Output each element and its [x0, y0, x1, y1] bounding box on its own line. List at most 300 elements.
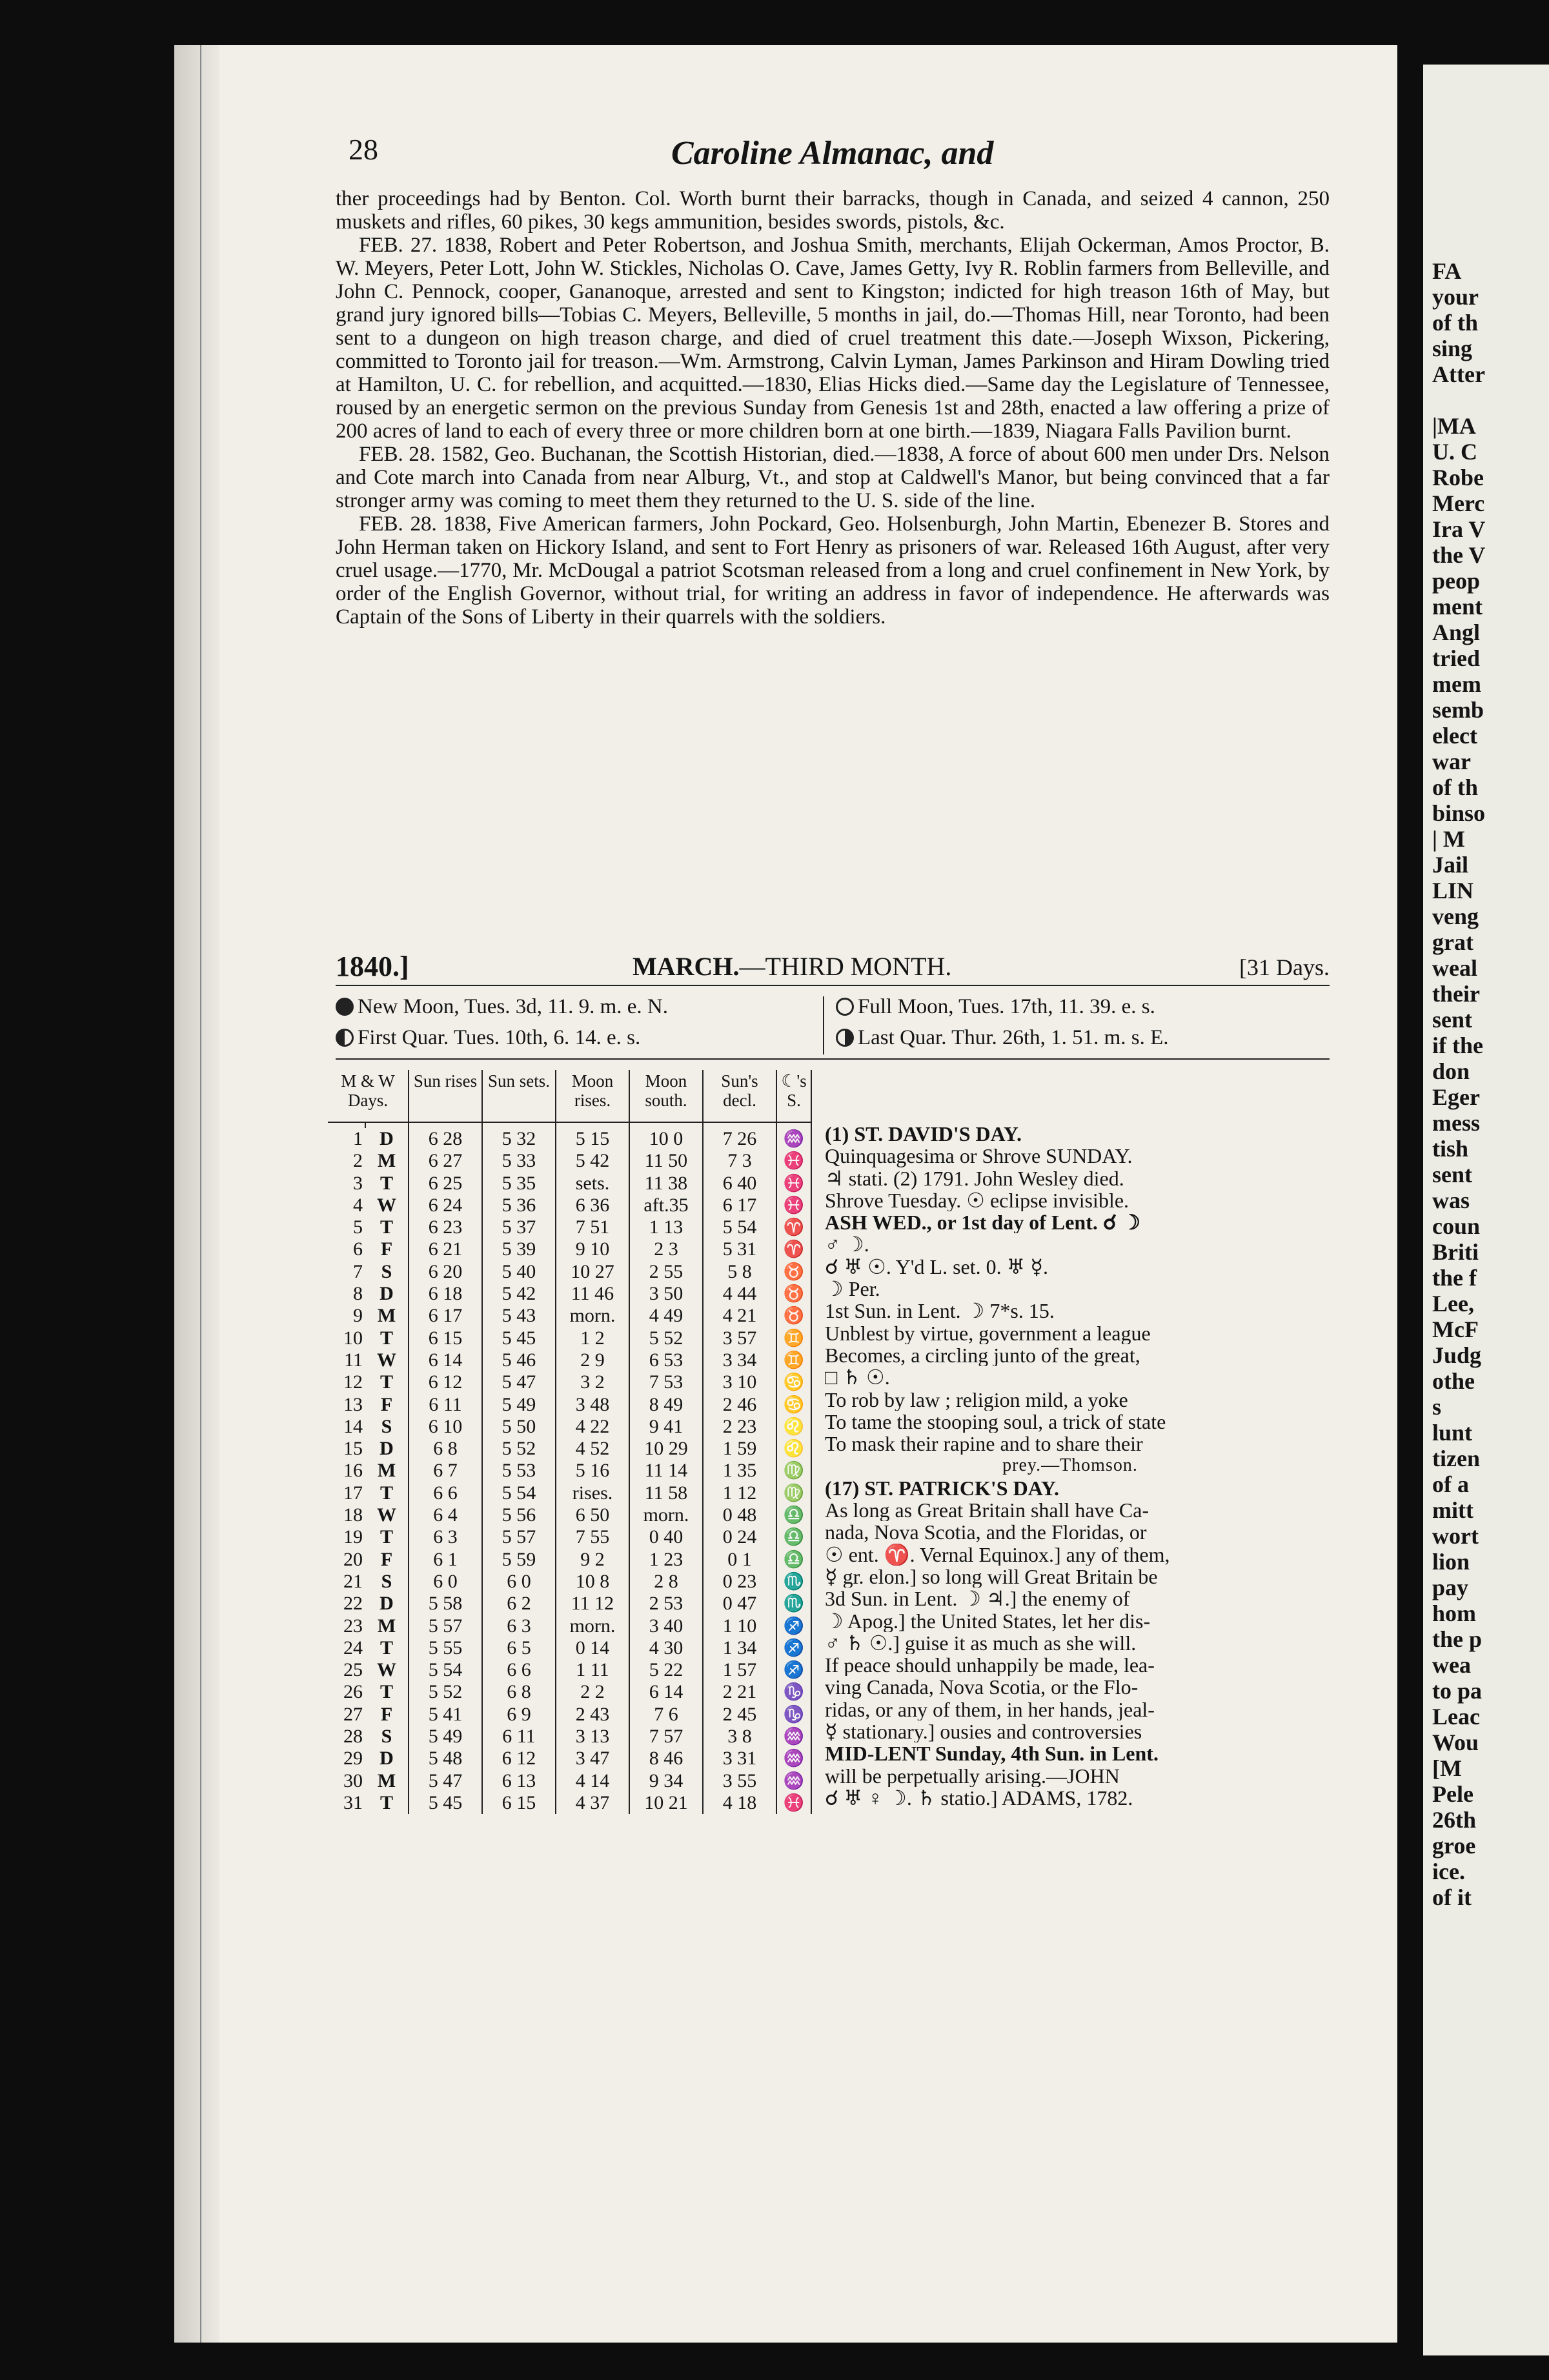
- zodiac-sign-icon: ♌: [776, 1416, 811, 1438]
- sun-declination: 0 48: [703, 1504, 776, 1526]
- facing-page-fragment: binso: [1432, 800, 1486, 826]
- moon-south: 6 53: [629, 1349, 703, 1371]
- month-header: [336, 950, 1330, 986]
- sun-declination: 3 8: [703, 1726, 776, 1748]
- zodiac-sign-icon: ♒: [776, 1726, 811, 1748]
- moon-rise: 2 9: [556, 1349, 629, 1371]
- sun-rise: 6 18: [409, 1283, 482, 1305]
- day-number: 10: [343, 1327, 363, 1349]
- calendar-header-row: [328, 1070, 811, 1122]
- facing-page-fragment: FA: [1432, 258, 1462, 284]
- calendar-note: ♂ ☽.: [825, 1233, 869, 1256]
- table-row: [328, 1438, 811, 1460]
- table-row: [328, 1173, 811, 1195]
- sun-set: 5 42: [482, 1283, 556, 1305]
- calendar-notes: [825, 1123, 1315, 1809]
- sun-set: 5 35: [482, 1173, 556, 1195]
- weekday: M: [365, 1615, 409, 1637]
- sun-rise: 5 41: [409, 1704, 482, 1726]
- table-row: [328, 1704, 811, 1726]
- weekday: D: [365, 1128, 409, 1150]
- column-header: Sun sets.: [482, 1070, 556, 1122]
- sun-declination: 5 31: [703, 1238, 776, 1260]
- weekday: W: [365, 1349, 409, 1371]
- day-number: 3: [353, 1172, 363, 1194]
- weekday: T: [365, 1371, 409, 1393]
- calendar-note: To tame the stooping soul, a trick of state: [825, 1410, 1166, 1433]
- calendar-note: ☌ ♅ ☉. Y'd L. set. 0. ♅ ☿.: [825, 1255, 1048, 1278]
- facing-page-fragment: lunt: [1432, 1420, 1473, 1446]
- gutter-rule: [200, 45, 201, 2343]
- moon-phases: [336, 991, 1330, 1060]
- weekday: M: [365, 1150, 409, 1172]
- calendar-note: As long as Great Britain shall have Ca-: [825, 1499, 1149, 1522]
- moon-rise: 4 22: [556, 1416, 629, 1438]
- day-number: 22: [343, 1593, 363, 1615]
- table-row: [328, 1748, 811, 1770]
- day-number: 29: [343, 1748, 363, 1770]
- table-row: [328, 1504, 811, 1526]
- sun-declination: 3 57: [703, 1327, 776, 1349]
- day-number: 23: [343, 1615, 363, 1637]
- sun-set: 5 39: [482, 1238, 556, 1260]
- moon-rise: rises.: [556, 1482, 629, 1504]
- facing-page-fragment: tried: [1432, 645, 1480, 671]
- day-number: 21: [343, 1570, 363, 1592]
- moon-rise: 9 10: [556, 1238, 629, 1260]
- moon-rise: 2 43: [556, 1704, 629, 1726]
- sun-set: 6 8: [482, 1681, 556, 1703]
- zodiac-sign-icon: ♓: [776, 1792, 811, 1814]
- sun-declination: 0 47: [703, 1593, 776, 1615]
- sun-set: 5 59: [482, 1549, 556, 1571]
- table-row: [328, 1526, 811, 1548]
- moon-rise: 4 37: [556, 1792, 629, 1814]
- moon-rise: 3 48: [556, 1394, 629, 1416]
- calendar-note: ☽ Apog.] the United States, let her dis-: [825, 1609, 1151, 1632]
- weekday: F: [365, 1394, 409, 1416]
- table-row: [328, 1128, 811, 1150]
- day-number: 8: [353, 1283, 363, 1305]
- sun-declination: 2 46: [703, 1394, 776, 1416]
- moon-south: 10 0: [629, 1128, 703, 1150]
- facing-page-fragment: sent: [1432, 1007, 1472, 1033]
- running-head: Caroline Almanac, and: [671, 135, 994, 172]
- moon-rise: 3 2: [556, 1371, 629, 1393]
- facing-page-fragment: of th: [1432, 774, 1478, 800]
- sun-set: 5 54: [482, 1482, 556, 1504]
- zodiac-sign-icon: ♓: [776, 1150, 811, 1172]
- day-number: 4: [353, 1194, 363, 1216]
- table-row: [328, 1261, 811, 1283]
- calendar-note: Shrove Tuesday. ☉ eclipse invisible.: [825, 1189, 1129, 1212]
- weekday: T: [365, 1173, 409, 1195]
- facing-page-fragment: McF: [1432, 1316, 1479, 1342]
- sun-set: 5 33: [482, 1150, 556, 1172]
- day-number: 1: [353, 1128, 363, 1149]
- facing-page-fragment: LIN: [1432, 878, 1474, 903]
- sun-declination: 0 1: [703, 1549, 776, 1571]
- sun-declination: 1 35: [703, 1460, 776, 1482]
- moon-south: 2 55: [629, 1261, 703, 1283]
- sun-rise: 5 47: [409, 1770, 482, 1792]
- sun-declination: 0 24: [703, 1526, 776, 1548]
- facing-page-fragment: ment: [1432, 594, 1483, 620]
- moon-south: 4 30: [629, 1637, 703, 1659]
- calendar-note: 1st Sun. in Lent. ☽ 7*s. 15.: [825, 1300, 1055, 1322]
- moon-rise: 10 27: [556, 1261, 629, 1283]
- year-label: 1840.]: [336, 951, 409, 982]
- sun-rise: 6 6: [409, 1482, 482, 1504]
- moon-south: 3 50: [629, 1283, 703, 1305]
- facing-page-fragment: sing: [1432, 336, 1473, 361]
- calendar-note: Becomes, a circling junto of the great,: [825, 1344, 1140, 1367]
- facing-page-fragment: tizen: [1432, 1446, 1480, 1471]
- day-number: 20: [343, 1548, 363, 1570]
- facing-page-fragment: hom: [1432, 1600, 1477, 1626]
- facing-page-fragment: Leac: [1432, 1704, 1480, 1730]
- table-row: [328, 1305, 811, 1327]
- phase-text: New Moon, Tues. 3d, 11. 9. m. e. N.: [358, 995, 668, 1018]
- moon-rise: 10 8: [556, 1571, 629, 1593]
- sun-set: 6 2: [482, 1593, 556, 1615]
- table-row: [328, 1792, 811, 1814]
- sun-declination: 1 34: [703, 1637, 776, 1659]
- facing-page-fragment: mem: [1432, 671, 1481, 697]
- sun-rise: 6 14: [409, 1349, 482, 1371]
- moon-rise: 3 47: [556, 1748, 629, 1770]
- sun-rise: 6 27: [409, 1150, 482, 1172]
- zodiac-sign-icon: ♍: [776, 1482, 811, 1504]
- sun-declination: 2 45: [703, 1704, 776, 1726]
- facing-page-fragment: weal: [1432, 955, 1477, 981]
- calendar-note: ♃ stati. (2) 1791. John Wesley died.: [825, 1167, 1124, 1189]
- moon-south: 10 21: [629, 1792, 703, 1814]
- calendar-note: To mask their rapine and to share their: [825, 1433, 1143, 1455]
- weekday: F: [365, 1704, 409, 1726]
- facing-page-fragment: Briti: [1432, 1239, 1479, 1265]
- facing-page-fragment: if the: [1432, 1033, 1483, 1058]
- sun-rise: 6 21: [409, 1238, 482, 1260]
- sun-declination: 3 10: [703, 1371, 776, 1393]
- facing-page-fragment: Judg: [1432, 1342, 1482, 1368]
- table-row: [328, 1726, 811, 1748]
- calendar-note: ASH WED., or 1st day of Lent. ☌ ☽: [825, 1211, 1141, 1234]
- zodiac-sign-icon: ♑: [776, 1704, 811, 1726]
- moon-rise: 6 36: [556, 1195, 629, 1216]
- phase-text: Full Moon, Tues. 17th, 11. 39. e. s.: [858, 995, 1155, 1018]
- sun-rise: 6 4: [409, 1504, 482, 1526]
- zodiac-sign-icon: ♎: [776, 1549, 811, 1571]
- calendar-note: ☿ gr. elon.] so long will Great Britain be: [825, 1565, 1158, 1588]
- sun-rise: 5 48: [409, 1748, 482, 1770]
- sun-rise: 6 8: [409, 1438, 482, 1460]
- day-number: 28: [343, 1726, 363, 1748]
- calendar-note: (1) ST. DAVID'S DAY.: [825, 1123, 1022, 1145]
- moon-south: 1 13: [629, 1216, 703, 1238]
- weekday: F: [365, 1549, 409, 1571]
- day-number: 30: [343, 1770, 363, 1791]
- facing-page-fragment: Angl: [1432, 620, 1481, 645]
- calendar-table: [328, 1070, 812, 1814]
- calendar-note: Unblest by virtue, government a league: [825, 1322, 1151, 1344]
- facing-page-fragment: lion: [1432, 1549, 1470, 1575]
- day-number: 13: [343, 1393, 363, 1415]
- day-number: 16: [343, 1460, 363, 1482]
- weekday: D: [365, 1283, 409, 1305]
- table-row: [328, 1283, 811, 1305]
- day-number: 18: [343, 1504, 363, 1526]
- sun-rise: 5 55: [409, 1637, 482, 1659]
- phase-divider: [823, 996, 824, 1054]
- weekday: D: [365, 1748, 409, 1770]
- sun-rise: 6 28: [409, 1128, 482, 1150]
- moon-south: 0 40: [629, 1526, 703, 1548]
- sun-declination: 1 12: [703, 1482, 776, 1504]
- column-header: Sun rises: [409, 1070, 482, 1122]
- zodiac-sign-icon: ♒: [776, 1770, 811, 1792]
- day-number: 14: [343, 1415, 363, 1437]
- sun-set: 5 46: [482, 1349, 556, 1371]
- sun-rise: 6 11: [409, 1394, 482, 1416]
- weekday: D: [365, 1593, 409, 1615]
- moon-rise: 11 12: [556, 1593, 629, 1615]
- zodiac-sign-icon: ♈: [776, 1238, 811, 1260]
- moon-south: morn.: [629, 1504, 703, 1526]
- sun-declination: 0 23: [703, 1571, 776, 1593]
- calendar-note: ridas, or any of them, in her hands, jeal-: [825, 1698, 1155, 1721]
- facing-page-fragment: | M: [1432, 826, 1465, 852]
- moon-rise: 4 52: [556, 1438, 629, 1460]
- phase-last-quarter: [836, 1026, 1169, 1050]
- day-number: 5: [353, 1216, 363, 1238]
- weekday: W: [365, 1504, 409, 1526]
- day-number: 11: [344, 1349, 363, 1371]
- phase-new-moon: [336, 995, 668, 1019]
- moon-south: 11 58: [629, 1482, 703, 1504]
- moon-rise: 2 2: [556, 1681, 629, 1703]
- paragraph: FEB. 27. 1838, Robert and Peter Robertson, and Joshua Smith, merchants, Elijah Ockerman, Amos Proctor, B. W. Meyers, Peter Lott, John W. Stickles, Nicholas O. Cave, James Getty, Ivy R. Roblin farmers from Belleville, and John C. Pennock, cooper, Gananoque, arrested and sent to Kingston; indicted for high treason 16th of May, but grand jury ignored bills—Tobias C. Meyers, Belleville, 5 months in jail, do.—Thomas Hill, near Toronto, had been sent to a dungeon on high treason charge, and died of cruel treatment this date.—Joseph Wixson, Pickering, committed to Toronto jail for treason.—Wm. Armstrong, Calvin Lyman, James Parkinson and Hiram Dowling tried at Hamilton, U. C. for rebellion, and acquitted.—1830, Elias Hicks died.—Same day the Legislature of Tennessee, roused by an energetic sermon on the previous Sunday from Genesis 1st and 28th, enacted a law offering a prize of 200 acres of land to each of every three or more children born at one birth.—1839, Niagara Falls Pavilion burnt.: [336, 234, 1330, 443]
- zodiac-sign-icon: ♐: [776, 1637, 811, 1659]
- weekday: W: [365, 1659, 409, 1681]
- moon-south: 1 23: [629, 1549, 703, 1571]
- month-subtitle: —THIRD MONTH.: [739, 952, 952, 981]
- zodiac-sign-icon: ♋: [776, 1394, 811, 1416]
- moon-rise: 5 16: [556, 1460, 629, 1482]
- zodiac-sign-icon: ♌: [776, 1438, 811, 1460]
- facing-page-fragment: wea: [1432, 1652, 1471, 1678]
- chronicle-text: [336, 187, 1330, 629]
- facing-page-fragment: your: [1432, 284, 1479, 310]
- moon-south: 9 41: [629, 1416, 703, 1438]
- sun-set: 6 5: [482, 1637, 556, 1659]
- day-number: 19: [343, 1526, 363, 1548]
- phase-text: First Quar. Tues. 10th, 6. 14. e. s.: [358, 1026, 641, 1049]
- calendar-note: ☉ ent. ♈. Vernal Equinox.] any of them,: [825, 1543, 1170, 1566]
- facing-page-fragment: grat: [1432, 929, 1473, 955]
- facing-page-fragment: was: [1432, 1187, 1470, 1213]
- moon-rise: 5 42: [556, 1150, 629, 1172]
- moon-rise: morn.: [556, 1615, 629, 1637]
- sun-rise: 6 25: [409, 1173, 482, 1195]
- table-row: [328, 1482, 811, 1504]
- table-row: [328, 1349, 811, 1371]
- sun-declination: 1 10: [703, 1615, 776, 1637]
- month-name: MARCH.: [633, 952, 740, 981]
- sun-rise: 6 7: [409, 1460, 482, 1482]
- sun-set: 6 6: [482, 1659, 556, 1681]
- day-number: 27: [343, 1703, 363, 1725]
- page-gutter: [174, 45, 219, 2343]
- first-quarter-icon: [336, 1029, 354, 1047]
- day-number: 7: [353, 1260, 363, 1282]
- sun-declination: 3 34: [703, 1349, 776, 1371]
- moon-south: 5 52: [629, 1327, 703, 1349]
- paragraph: ther proceedings had by Benton. Col. Worth burnt their barracks, though in Canada, and seized 4 cannon, 250 muskets and rifles, 60 pikes, 30 kegs ammunition, besides swords, pistols, &c.: [336, 187, 1330, 234]
- sun-declination: 7 3: [703, 1150, 776, 1172]
- zodiac-sign-icon: ♊: [776, 1327, 811, 1349]
- calendar-note: ☌ ♅ ♀ ☽. ♄ statio.] ADAMS, 1782.: [825, 1786, 1133, 1810]
- table-row: [328, 1770, 811, 1792]
- zodiac-sign-icon: ♑: [776, 1681, 811, 1703]
- sun-set: 6 12: [482, 1748, 556, 1770]
- day-number: 2: [353, 1150, 363, 1172]
- table-row: [328, 1460, 811, 1482]
- table-row: [328, 1681, 811, 1703]
- sun-set: 5 57: [482, 1526, 556, 1548]
- weekday: S: [365, 1261, 409, 1283]
- weekday: W: [365, 1195, 409, 1216]
- table-row: [328, 1216, 811, 1238]
- weekday: M: [365, 1770, 409, 1792]
- zodiac-sign-icon: ♉: [776, 1305, 811, 1327]
- moon-south: 7 57: [629, 1726, 703, 1748]
- zodiac-sign-icon: ♍: [776, 1460, 811, 1482]
- sun-rise: 5 49: [409, 1726, 482, 1748]
- day-number: 9: [353, 1305, 363, 1327]
- moon-south: 11 50: [629, 1150, 703, 1172]
- sun-set: 5 52: [482, 1438, 556, 1460]
- facing-page-fragment: 26th: [1432, 1807, 1477, 1833]
- facing-page-fragment: to pa: [1432, 1678, 1483, 1704]
- facing-page-fragment: s: [1432, 1394, 1442, 1420]
- sun-rise: 6 1: [409, 1549, 482, 1571]
- weekday: S: [365, 1571, 409, 1593]
- page-number: 28: [349, 133, 378, 166]
- last-quarter-icon: [836, 1029, 854, 1047]
- table-row: [328, 1394, 811, 1416]
- facing-page-fragment: semb: [1432, 697, 1484, 723]
- moon-south: 2 3: [629, 1238, 703, 1260]
- weekday: S: [365, 1726, 409, 1748]
- table-row: [328, 1659, 811, 1681]
- moon-rise: 4 14: [556, 1770, 629, 1792]
- facing-page-fragment: Lee,: [1432, 1291, 1474, 1316]
- sun-set: 5 32: [482, 1128, 556, 1150]
- zodiac-sign-icon: ♒: [776, 1748, 811, 1770]
- calendar-note: ♂ ♄ ☉.] guise it as much as she will.: [825, 1631, 1137, 1655]
- sun-set: 6 0: [482, 1571, 556, 1593]
- facing-page-fragment: othe: [1432, 1368, 1475, 1394]
- calendar-note: ☽ Per.: [825, 1278, 880, 1300]
- sun-declination: 7 26: [703, 1128, 776, 1150]
- zodiac-sign-icon: ♐: [776, 1659, 811, 1681]
- moon-south: 6 14: [629, 1681, 703, 1703]
- table-row: [328, 1371, 811, 1393]
- zodiac-sign-icon: ♈: [776, 1216, 811, 1238]
- facing-page-fragment: elect: [1432, 723, 1477, 749]
- sun-declination: 4 44: [703, 1283, 776, 1305]
- sun-set: 5 37: [482, 1216, 556, 1238]
- moon-south: 9 34: [629, 1770, 703, 1792]
- facing-page-fragment: veng: [1432, 903, 1479, 929]
- sun-set: 6 11: [482, 1726, 556, 1748]
- day-number: 26: [343, 1681, 363, 1703]
- new-moon-icon: [336, 998, 354, 1016]
- moon-rise: 1 2: [556, 1327, 629, 1349]
- facing-page-fragment: groe: [1432, 1833, 1476, 1859]
- calendar-note: To rob by law ; religion mild, a yoke: [825, 1388, 1128, 1411]
- full-moon-icon: [836, 998, 854, 1016]
- zodiac-sign-icon: ♎: [776, 1504, 811, 1526]
- zodiac-sign-icon: ♓: [776, 1195, 811, 1216]
- days-count: [31 Days.: [1239, 954, 1330, 980]
- moon-rise: sets.: [556, 1173, 629, 1195]
- moon-rise: 1 11: [556, 1659, 629, 1681]
- column-header: Moon rises.: [556, 1070, 629, 1122]
- column-header: M & W Days.: [328, 1070, 409, 1122]
- sun-declination: 6 17: [703, 1195, 776, 1216]
- sun-set: 5 36: [482, 1195, 556, 1216]
- facing-page-fragment: of it: [1432, 1884, 1472, 1910]
- calendar-note: ving Canada, Nova Scotia, or the Flo-: [825, 1676, 1139, 1699]
- zodiac-sign-icon: ♒: [776, 1128, 811, 1150]
- sun-rise: 5 57: [409, 1615, 482, 1637]
- moon-south: 8 49: [629, 1394, 703, 1416]
- day-number: 12: [343, 1371, 363, 1393]
- month-title: [633, 951, 951, 982]
- moon-rise: morn.: [556, 1305, 629, 1327]
- sun-declination: 4 18: [703, 1792, 776, 1814]
- moon-rise: 6 50: [556, 1504, 629, 1526]
- day-number: 25: [343, 1659, 363, 1681]
- sun-rise: 6 12: [409, 1371, 482, 1393]
- calendar-note: prey.—Thomson.: [1002, 1455, 1138, 1476]
- facing-page-fragment: |MA: [1432, 413, 1476, 439]
- sun-declination: 2 23: [703, 1416, 776, 1438]
- table-row: [328, 1150, 811, 1172]
- zodiac-sign-icon: ♐: [776, 1615, 811, 1637]
- facing-page-fragment: [M: [1432, 1755, 1462, 1781]
- moon-south: 4 49: [629, 1305, 703, 1327]
- table-spacer: [328, 1122, 811, 1128]
- sun-set: 5 45: [482, 1327, 556, 1349]
- weekday: F: [365, 1238, 409, 1260]
- calendar-note: ☿ stationary.] ousies and controversies: [825, 1720, 1142, 1743]
- zodiac-sign-icon: ♏: [776, 1593, 811, 1615]
- paragraph: FEB. 28. 1838, Five American farmers, John Pockard, Geo. Holsenburgh, John Martin, Ebenezer B. Stores and John Herman taken on Hickory Island, and sent to Fort Henry as prisoners of war. Released 16th August, after very cruel usage.—1770, Mr. McDougal a patriot Scotsman released from a long and cruel confinement in New York, by order of the English Governor, without trial, for writing an address in favor of independence. He afterwards was Captain of the Sons of Liberty in their quarrels with the soldiers.: [336, 512, 1330, 629]
- calendar-note: 3d Sun. in Lent. ☽ ♃.] the enemy of: [825, 1588, 1130, 1610]
- facing-page-fragment: the p: [1432, 1626, 1483, 1652]
- facing-page-fragment: tish: [1432, 1136, 1469, 1162]
- phase-text: Last Quar. Thur. 26th, 1. 51. m. s. E.: [858, 1026, 1169, 1049]
- facing-page-fragment: Robe: [1432, 465, 1484, 490]
- facing-page-fragment: of a: [1432, 1471, 1469, 1497]
- moon-south: 7 53: [629, 1371, 703, 1393]
- facing-page-fragment: their: [1432, 981, 1480, 1007]
- sun-set: 6 13: [482, 1770, 556, 1792]
- day-number: 24: [343, 1637, 363, 1659]
